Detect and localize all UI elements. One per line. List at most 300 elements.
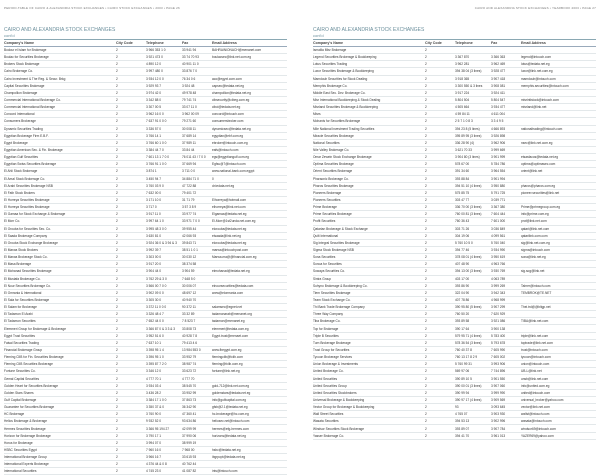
email-address[interactable]: hermes@efg-hermes.com xyxy=(212,426,249,431)
email-address[interactable]: info@prime.com.eg xyxy=(521,212,549,217)
email-address[interactable]: horizons@tedata.net.eg xyxy=(212,433,246,438)
fax: 3 928 477 xyxy=(491,69,506,74)
left-column xyxy=(4,27,287,475)
telephone: 7 632 00 0 xyxy=(146,190,162,195)
city-code: 2 xyxy=(425,376,427,381)
fax: 79 271 60 xyxy=(182,119,197,124)
column-header-name: Company's Name xyxy=(313,41,344,45)
email-address[interactable]: UB-L@link.net xyxy=(521,369,542,374)
company-name: Fortune Securities Co. xyxy=(4,369,36,374)
email-address[interactable]: lotus@tedata.net.eg xyxy=(521,62,550,67)
telephone: 394 38 04 (3 lines) xyxy=(455,69,482,74)
company-name: El Tadamon El Arabi xyxy=(4,312,33,317)
company-name: Sig Integral Securities Brokerage xyxy=(313,240,360,245)
email-address[interactable]: TEMBROK@TE.NET xyxy=(521,290,552,295)
email-address[interactable]: elhorreya@link.net.com xyxy=(212,205,246,210)
email-address[interactable]: consumersbroker.com xyxy=(212,119,244,124)
fax: 42 099 99 xyxy=(182,426,197,431)
email-address[interactable]: sig.sog@link.net xyxy=(521,269,545,274)
fax: 3 907 784 xyxy=(491,426,506,431)
company-name: Capital Securities Brokerage xyxy=(4,83,45,88)
city-code: 2 xyxy=(116,169,118,174)
email-address[interactable]: elorouba@tedata.net.eg xyxy=(212,226,247,231)
company-name: Orient Securities Brokerage xyxy=(313,169,353,174)
email-address[interactable]: cibsecurity@cibeg.com.eg xyxy=(212,98,250,103)
telephone: 3 992 39 7 xyxy=(146,248,162,252)
city-code: 2 xyxy=(116,155,118,160)
city-code: 2 xyxy=(425,83,427,88)
table-row xyxy=(313,90,596,97)
email-address[interactable]: memphis.securities@intouch.com xyxy=(521,83,569,88)
city-code: 2 xyxy=(425,405,427,410)
email-address[interactable]: fortune@link.net.eg xyxy=(212,369,240,374)
telephone: 4 505 664 xyxy=(455,105,470,110)
company-name: Golden Heart for Securities Brokerage xyxy=(4,383,59,388)
email-address[interactable]: optima@optimasec.com xyxy=(521,162,556,167)
email-address[interactable]: qatarilink.com.com xyxy=(521,233,548,238)
telephone: 390 00 01 (3 lines) xyxy=(455,383,482,388)
city-code: 2 xyxy=(116,212,118,217)
company-name: Universal Brokerage & Bookkeeping xyxy=(313,397,365,402)
column-header-name: Company's Name xyxy=(4,41,35,45)
telephone: 3 760 03 9 0 xyxy=(146,183,164,188)
email-address[interactable]: egs@egyptiangulf.com.eg xyxy=(212,155,249,160)
company-name: Egyptian Swiss Securities Brokerage xyxy=(4,162,57,167)
email-address[interactable]: wasata@intouch.com xyxy=(521,419,552,424)
city-code: 2 xyxy=(425,90,427,95)
email-address[interactable]: champollion@tedata.net.eg xyxy=(212,90,251,95)
city-code: 2 xyxy=(116,283,118,288)
company-name: Optima Securities Brokerage xyxy=(313,162,354,167)
telephone: 7 637 10 1 xyxy=(146,340,162,345)
city-code: 2 xyxy=(425,369,427,374)
email-address[interactable]: dr.tedata.net.eg xyxy=(212,183,235,188)
email-address[interactable]: elmohanad@tedata.net.eg xyxy=(212,269,250,274)
fax: 42 066 93 xyxy=(182,233,197,238)
fax: 39 843 71 xyxy=(182,240,197,245)
table-row xyxy=(4,247,287,254)
fax: 7 648 5 0 xyxy=(182,276,196,281)
fax: 3 036 849 xyxy=(491,226,506,231)
city-code: 2 xyxy=(425,326,427,331)
table-body-right xyxy=(313,47,596,440)
email-address[interactable]: capsec@tedata.net.eg xyxy=(212,83,244,88)
email-address[interactable]: sig@link.net.com.eg xyxy=(521,240,550,245)
city-code: 2 xyxy=(116,69,118,74)
email-address[interactable]: etsasfacos@tedata.net.eg xyxy=(521,155,559,160)
company-name: El Horreya Securities Brokerage xyxy=(4,205,50,210)
table-row xyxy=(4,211,287,218)
email-address[interactable]: united@intouch.com xyxy=(521,390,551,395)
fax: 76 011 43 / 7 0 0 xyxy=(182,155,206,160)
email-address[interactable]: Elhorreya@hotmail.com xyxy=(212,198,247,203)
fax: 4 666 893 xyxy=(491,126,506,131)
table-row xyxy=(4,397,287,404)
company-name: Golden Stars Shares xyxy=(4,390,34,395)
city-code: 2 xyxy=(425,98,427,103)
email-address[interactable]: salamsec@egnet.net xyxy=(212,305,242,310)
telephone: 403 17 00 xyxy=(455,276,470,281)
city-code: 2 xyxy=(116,319,118,324)
email-address[interactable]: Egfsu@7@intouch.com xyxy=(212,162,246,167)
column-header-code: City Code xyxy=(425,41,442,45)
fax: 3 711 0 0 xyxy=(182,169,196,174)
city-code: 2 xyxy=(116,140,118,145)
email-address[interactable]: mamdouh@intouch.com xyxy=(521,76,556,81)
telephone: 3 395 87 7 2 0 xyxy=(146,362,167,367)
city-code: 2 xyxy=(425,155,427,160)
fax: 7 8 523 7 xyxy=(182,319,196,324)
email-address[interactable]: heliosec.net@intouch.com xyxy=(212,419,250,424)
fax: 4 063 789 xyxy=(491,276,506,281)
company-name: El Arabi Securities Brokerage NSB xyxy=(4,183,53,188)
email-address[interactable]: triple@link.net.com xyxy=(521,333,549,338)
table-row xyxy=(4,333,287,340)
fax: 3 999 269 xyxy=(491,283,506,288)
fax: 3 908 081 xyxy=(491,83,506,88)
email-address[interactable]: BAHRAINIONACH@menanet.com xyxy=(212,48,262,53)
email-address[interactable]: tadamon@menanet.eg xyxy=(212,319,245,324)
email-address[interactable]: trust@intouch.com xyxy=(521,347,548,352)
table-row xyxy=(4,133,287,140)
company-name: Commercial International Brokerage Co. xyxy=(4,98,61,103)
email-address[interactable]: pharos@pharos.com.eg xyxy=(521,183,556,188)
city-code: 2 xyxy=(116,326,118,331)
email-address[interactable]: Elgamaa@tedata.net.eg xyxy=(212,212,247,217)
company-name: Horizon for Brokerage Brokerage xyxy=(4,433,51,438)
table-row xyxy=(4,383,287,390)
email-address[interactable]: prof@link.net.com xyxy=(521,219,547,224)
city-code: 2 xyxy=(116,262,118,267)
company-name: Mamdouh Securities for Stock Dealing xyxy=(313,76,368,81)
email-address[interactable]: YAZER69@yahoo.com xyxy=(521,433,554,438)
email-address[interactable]: pioneer.securities@link.net xyxy=(521,190,560,195)
email-address[interactable]: orient@link.net xyxy=(521,169,543,174)
company-name: El Tadamon Securities xyxy=(4,319,36,324)
table-row xyxy=(4,204,287,211)
fax: 40 940 70 xyxy=(182,297,197,302)
telephone: 391 34 60 xyxy=(455,169,470,174)
telephone: 760 40 37 8 xyxy=(455,347,472,352)
table-row xyxy=(4,218,287,225)
email-address[interactable]: Thei.trd@@bltgp.net xyxy=(521,305,551,310)
telephone: 3 929 93 7 xyxy=(146,83,162,88)
right-column xyxy=(313,27,596,440)
fax: 47 360 41 xyxy=(182,412,197,417)
fax: 3 901 994 xyxy=(491,176,506,181)
table-row xyxy=(313,297,596,304)
table-body-left xyxy=(4,47,287,475)
telephone: 336 70 00 (3 lines) xyxy=(455,205,482,210)
fax: 3 907 418 xyxy=(491,76,506,81)
table-row xyxy=(313,233,596,240)
city-code: 2 xyxy=(425,297,427,302)
telephone: 3 997 64 1 0 xyxy=(146,219,164,224)
fax: 40 928 7 8 xyxy=(182,333,198,338)
telephone: 3 766 60 1 0 0 xyxy=(146,140,167,145)
fax: 3 961 013 xyxy=(491,433,506,438)
company-name: El Omrania & International xyxy=(4,290,42,295)
fax: 3 367 380 xyxy=(491,205,506,210)
email-address[interactable]: elnoursecurities@tedata.com xyxy=(212,283,254,288)
email-address[interactable]: info@gulfcapital.com.eg xyxy=(212,397,247,402)
city-code: 2 xyxy=(116,312,118,317)
telephone: 4 890 12 0 xyxy=(146,62,162,67)
telephone: 569 97 06 xyxy=(455,369,470,374)
email-address[interactable]: eafs@intouch.com xyxy=(212,148,239,153)
table-row xyxy=(4,454,287,461)
email-address[interactable]: union@intouch.com xyxy=(521,362,550,367)
telephone: 390 97 17 (4 lines) xyxy=(455,397,482,402)
fax: 38 987 74 xyxy=(182,362,197,367)
table-row xyxy=(313,340,596,347)
telephone: 303 71 26 xyxy=(455,226,470,231)
fax: 4 968 999 xyxy=(491,297,506,302)
company-name: Windsor Securities Stock Brokerage xyxy=(313,426,365,431)
table-row xyxy=(313,325,596,332)
fax: 7 604 444 xyxy=(491,212,506,217)
table-row xyxy=(313,304,596,311)
city-code: 2 xyxy=(116,190,118,195)
column-header-email: Email Address xyxy=(212,41,237,45)
company-name: Three Way Company xyxy=(313,312,343,317)
table-row xyxy=(4,433,287,440)
email-address[interactable]: universal_broker@yahoo.com xyxy=(521,397,564,402)
email-address[interactable]: ibgrpcpt@tedata.net.eg xyxy=(212,455,246,460)
email-address[interactable]: boulacsec@link.net.com.eg xyxy=(212,55,252,60)
city-code: 2 xyxy=(116,455,118,460)
telephone: 3 566 00 7 0 0 xyxy=(146,283,167,288)
fax: 36 342 90 xyxy=(182,405,197,410)
telephone: 3 326 48 4 7 xyxy=(146,312,164,317)
telephone: 3 300 550 & 3 lines xyxy=(455,83,483,88)
email-address[interactable]: nsec@link.net.com.eg xyxy=(521,140,553,145)
company-name: Sonoa for Securities xyxy=(313,262,342,267)
table-row xyxy=(4,76,287,83)
email-address[interactable]: qatari@link.net.com xyxy=(521,226,550,231)
company-name: El Gamaa for Stock Exchange & Brokerage xyxy=(4,212,66,217)
city-code: 2 xyxy=(116,48,118,53)
email-address[interactable]: ints@intouch.com xyxy=(212,469,238,474)
telephone: 3 952 51 6 0 xyxy=(146,333,164,338)
email-address[interactable]: egyptian@ebf.com.eg xyxy=(212,133,244,138)
city-code: 2 xyxy=(116,133,118,138)
telephone: 3 762 29 & 3 0 xyxy=(146,276,167,281)
telephone: 3 974 42 0 xyxy=(146,90,162,95)
city-code: 2 xyxy=(116,219,118,224)
company-name: Sintra Group xyxy=(313,276,332,281)
company-name: Union Brokerage & Investments xyxy=(313,362,359,367)
telephone: 393 88 84 xyxy=(455,176,470,181)
table-row xyxy=(4,118,287,125)
email-address[interactable]: www@elomrania.com xyxy=(212,290,244,295)
table-row xyxy=(313,154,596,161)
email-address[interactable]: gfsb@2.1@tedata.net.eg xyxy=(212,405,248,410)
fax: 76 34 0 6 xyxy=(182,76,196,81)
city-code: 2 xyxy=(116,340,118,345)
section-title-left: CAIRO AND ALEXANDRIA STOCK EXCHANGES xyxy=(4,27,116,33)
telephone: 3 171 10 0 xyxy=(146,198,162,203)
table-row xyxy=(313,183,596,190)
email-address[interactable]: hsbc@tedata.net.eg xyxy=(212,447,241,452)
email-address[interactable]: windsor69@intouch.com xyxy=(521,426,556,431)
telephone: 322 04 90 xyxy=(455,290,470,295)
column-header-telephone: Telephone xyxy=(146,41,164,45)
fax: 3 901 550 xyxy=(491,376,506,381)
email-address[interactable]: aco@egyxt.com.com xyxy=(212,76,242,81)
company-name: United Brokerage Co. xyxy=(313,369,344,374)
email-address[interactable]: 0 xyxy=(212,176,214,181)
table-row xyxy=(313,254,596,261)
running-header-left: PERIOD-TABLE OF CAIRO & ALEXANDRIA STOCK EXCHANGES • CAIRO STOCK EXCHANGES • 2003 • PAGE 26 xyxy=(4,6,180,10)
fax: 79 741 74 xyxy=(182,98,197,103)
email-address[interactable]: tycoon@intouch.com xyxy=(521,355,551,360)
city-code: 2 xyxy=(116,419,118,424)
table-row xyxy=(313,240,596,247)
city-code: 2 xyxy=(425,426,427,431)
company-name: Vector Group for Brokerage & Bookkeeping xyxy=(313,405,375,410)
company-name: Cairo Brokerage Co. xyxy=(4,69,34,74)
email-address[interactable]: ebroker@intouch.com.eg xyxy=(212,140,248,145)
email-address[interactable]: Tahrer@intouch.com xyxy=(521,283,551,288)
telephone: 3 790 17 1 xyxy=(146,433,162,438)
email-address[interactable]: concord@intouch.com xyxy=(212,112,244,117)
company-name: Luxor Securities Brokerage & Bookkeeping xyxy=(313,69,374,74)
city-code: 2 xyxy=(116,362,118,367)
email-address[interactable]: sona@link.net.eg xyxy=(521,255,546,260)
city-code: 2 xyxy=(425,290,427,295)
city-code: 2 xyxy=(425,355,427,360)
email-address[interactable]: sigma@intouch.com xyxy=(521,248,550,252)
email-address[interactable]: legend@intouch.com xyxy=(521,55,551,60)
email-address[interactable]: luxor@link.net.com.eg xyxy=(521,69,553,74)
email-address[interactable]: vector@link.net.com xyxy=(521,405,550,410)
fax: 4 611 004 xyxy=(491,112,505,117)
company-name: El Fath Stock Brokers xyxy=(4,190,35,195)
telephone: 2 5 7 1 0 8 3 xyxy=(455,119,473,124)
table-row xyxy=(313,247,596,254)
email-address[interactable]: www.national-bank.com.egypt xyxy=(212,169,255,174)
fax: 37 669 94 xyxy=(182,162,197,167)
table-row xyxy=(313,76,596,83)
city-code: 2 xyxy=(425,48,427,53)
city-code: 2 xyxy=(116,462,118,467)
city-code: 2 xyxy=(116,162,118,167)
city-code: 2 xyxy=(425,397,427,402)
fax: 7 620 929 xyxy=(491,312,506,317)
company-name: Dynamic Securities Trading xyxy=(4,126,43,131)
telephone: 3 342 88 0 xyxy=(146,98,162,103)
telephone: 393 86 90 xyxy=(455,283,470,288)
email-address[interactable]: misrintlstock@intouch.com xyxy=(521,98,559,103)
company-name: Team Stock Exchange Co. xyxy=(313,297,351,302)
telephone: 5 804 504 xyxy=(455,98,470,103)
email-address[interactable]: Egypt.trust@menaet.com xyxy=(212,333,249,338)
company-name: Egypt Trust Securities xyxy=(4,333,36,338)
column-header-email: Email Address xyxy=(521,41,546,45)
fax: 5 784 786 xyxy=(491,162,506,167)
telephone: 7 637 91 0 0 0 xyxy=(146,119,167,124)
telephone: 7 601 13 1 7 0 0 xyxy=(146,155,170,160)
company-name: Profit Securities xyxy=(313,219,336,224)
city-code: 2 xyxy=(116,255,118,260)
city-code: 2 xyxy=(116,433,118,438)
telephone: 394 77 46 xyxy=(455,248,470,252)
company-name: National Securities xyxy=(313,140,340,145)
email-address[interactable]: tadamonarab@menanet.org xyxy=(212,312,252,317)
email-address[interactable]: nationaltrading@intouch.com xyxy=(521,126,563,131)
email-address[interactable]: fleming@fciib.com.eg xyxy=(212,362,243,367)
telephone: 3 372 11 0 0 0 xyxy=(146,305,167,310)
email-address[interactable]: info@united.com.eg xyxy=(521,383,550,388)
fax: 3 3 4 9 5 xyxy=(491,119,504,124)
table-row xyxy=(4,233,287,240)
table-row xyxy=(313,261,596,268)
table-row xyxy=(4,283,287,290)
city-code: 2 xyxy=(425,212,427,217)
table-row xyxy=(313,204,596,211)
email-address[interactable]: dynamicsec@tedata.net.eg xyxy=(212,126,251,131)
city-code: 2 xyxy=(116,226,118,231)
fax: 5 783 400 xyxy=(491,333,506,338)
column-header-code: City Code xyxy=(116,41,133,45)
fax: 3 924 48 xyxy=(182,83,195,88)
email-address[interactable]: elorouba@tedata.net.eg xyxy=(212,240,247,245)
email-address[interactable]: elsaada@link.net.eg xyxy=(212,233,241,238)
table-row xyxy=(313,68,596,75)
company-name: Boulac for Securities Brokerage xyxy=(4,55,49,60)
company-name: HC Brokerage xyxy=(4,412,25,417)
table-row xyxy=(4,418,287,425)
company-name: El Saada Brokerage Company xyxy=(4,233,48,238)
email-address[interactable]: misrland@link.net xyxy=(521,105,547,110)
email-address[interactable]: hc-brokerage@hc.com.eg xyxy=(212,412,249,417)
table-row xyxy=(4,375,287,382)
email-address[interactable]: Prime@primegroup.com.eg xyxy=(521,205,561,210)
email-address[interactable]: cibci@tedata.net.eg xyxy=(212,105,241,110)
email-address[interactable]: www.fbegypt.com.eg xyxy=(212,347,242,352)
email-address[interactable]: TIBA@link.net.com xyxy=(521,319,549,324)
column-header-fax: Fax xyxy=(491,41,498,45)
fax: 4 099 561 xyxy=(491,233,506,238)
table-row xyxy=(4,61,287,68)
email-address[interactable]: goldenstars@tedata.net.eg xyxy=(212,390,251,395)
city-code: 2 xyxy=(116,148,118,153)
email-address[interactable]: gold-712@link.net.com.eg xyxy=(212,383,250,388)
telephone: 407 48 90 xyxy=(455,262,470,267)
telephone: 394 53 13 xyxy=(455,419,470,424)
email-address[interactable]: unsb@link.net.com xyxy=(521,376,549,381)
telephone: 3 904 80 (3 lines) xyxy=(455,155,480,160)
table-row xyxy=(313,276,596,283)
table-row xyxy=(4,368,287,375)
fax: 3 993 906 xyxy=(491,362,506,367)
city-code: 2 xyxy=(116,383,118,388)
city-code: 2 xyxy=(425,126,427,131)
email-address[interactable]: toptrade@link.net.com xyxy=(521,340,553,345)
email-address[interactable]: wallst@intouch.com xyxy=(521,412,550,417)
city-code: 2 xyxy=(116,83,118,88)
email-address[interactable]: elemmeri@tedata.com.eg xyxy=(212,326,249,331)
email-address[interactable]: Marwa.ma@@financial.com.eg xyxy=(212,255,257,260)
email-address[interactable]: flemingciib@fciib.com xyxy=(212,355,243,360)
city-code: 2 xyxy=(116,240,118,245)
section-title-right: CAIRO AND ALEXANDRIA STOCK EXCHANGES xyxy=(313,27,425,33)
email-address[interactable]: marwa@intouchpost.com xyxy=(212,248,249,252)
city-code: 2 xyxy=(116,469,118,474)
company-name: Memphis Brokerage Co. xyxy=(313,83,348,88)
email-address[interactable]: El-Morr@1st2unda.net.com.eg xyxy=(212,219,256,224)
